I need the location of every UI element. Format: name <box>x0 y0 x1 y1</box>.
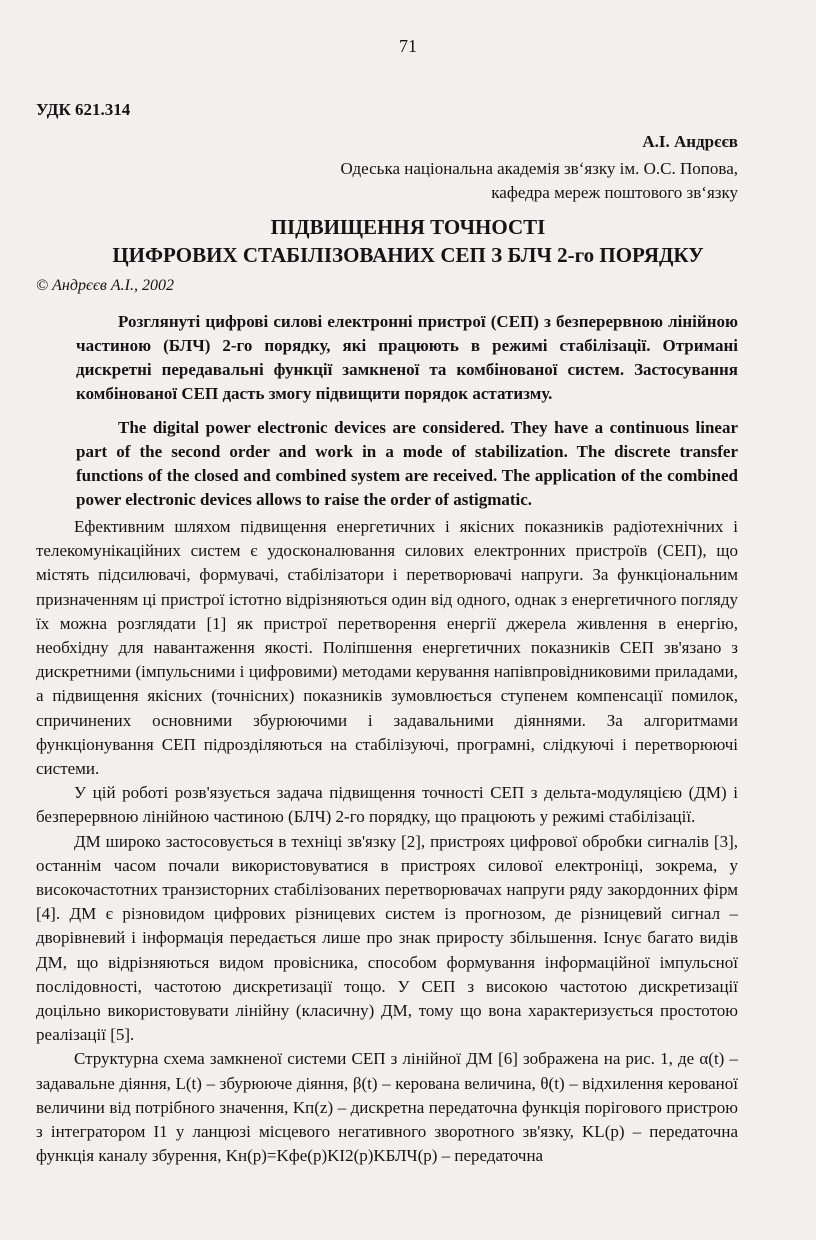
author-name: А.І. Андрєєв <box>642 132 738 151</box>
abstract-english: The digital power electronic devices are considered. They have a continuous linear part of the second order and work in a mode of stabilization. The discrete transfer functions of the closed and combined system are received. The application of the combined power electronic devices allows to raise the order of astigmatic. <box>76 418 738 509</box>
author-affiliation <box>340 157 738 205</box>
body-paragraph: ДМ широко застосовується в техніці зв'язку [2], пристроях цифрової обробки сигналів [3], останнім часом почали використовуватися в пристроях силової електроніці, зокрема, у високочастотних транзисторних стабілізованих перетворювачах напруги ряду закордонних фірм [4]. ДМ є різновидом цифрових різницевих систем із прогнозом, де різницевий сигнал – дворівневий і інформація передається лише про знак приросту збільшення. Існує багато видів ДМ, що відрізняються видом провісника, способом формування інформаційної імпульсної послідовності, частотою дискретизації тощо. У СЕП з високою частотою дискретизації доцільно використовувати лінійну (класичну) ДМ, тому що вона характеризується простотою реалізації [5]. <box>36 831 738 1045</box>
body-paragraph: Структурна схема замкненої системи СЕП з лінійної ДМ [6] зображена на рис. 1, де α(t) – задавальне діяння, L(t) – збурююче діяння, β(t) – керована величина, θ(t) – відхилення керованої величини від потрібного значення, Kп(z) – дискретна передаточна функція порігового пристрою з інтегратором І1 у ланцюзі місцевого негативного зворотного зв'язку, KL(p) – передаточна функція каналу збурення, Kн(p)=Kфе(p)KІ2(p)KБЛЧ(p) – передаточна <box>36 1049 738 1166</box>
title-line: ЦИФРОВИХ СТАБІЛІЗОВАНИХ СЕП З БЛЧ 2-го ПОРЯДКУ <box>112 243 704 267</box>
page-number: 71 <box>399 36 417 56</box>
title-line: ПІДВИЩЕННЯ ТОЧНОСТІ <box>270 215 546 239</box>
copyright-notice: © Андрєєв А.І., 2002 <box>36 277 174 294</box>
article-title <box>0 213 816 269</box>
abstract-ukrainian: Розглянуті цифрові силові електронні пристрої (СЕП) з безперервною лінійною частиною (БЛЧ) 2-го порядку, які працюють в режимі стабілізації. Отримані дискретні передавальні функції замкненої та комбінованої систем. Застосування комбінованої СЕП дасть змогу підвищити порядок астатизму. <box>76 312 738 403</box>
body-paragraph: Ефективним шляхом підвищення енергетичних і якісних показників радіотехнічних і телекомунікаційних систем є удосконалювання силових електронних пристроїв (СЕП), що містять підсилювачі, формувачі, стабілізатори і перетворювачі напруги. За функціональним призначенням ці пристрої істотно відрізняються один від одного, однак з енергетичного погляду їх можна розглядати [1] як пристрої перетворення енергії джерела живлення в енергію, необхідну для навантаження якості. Поліпшення енергетичних показників СЕП зв'язано з дискретними (імпульсними і цифровими) методами керування напівпровідниковими приладами, а підвищення якісних (точнісних) показників зумовлюється ступенем компенсації помилок, спричинених основними збурюючими і задавальними діяннями. За алгоритмами функціонування СЕП підрозділяються на стабілізуючі, програмні, слідкуючі і перетворюючі системи. <box>36 517 738 779</box>
affiliation-line: Одеська національна академія зв‘язку ім. О.С. Попова, <box>340 159 738 178</box>
affiliation-line: кафедра мереж поштового зв‘язку <box>491 183 738 202</box>
udc-code: УДК 621.314 <box>36 100 131 119</box>
body-paragraph: У цій роботі розв'язується задача підвищення точності СЕП з дельта-модуляцією (ДМ) і безперервною лінійною частиною (БЛЧ) 2-го порядку, що працюють у режимі стабілізації. <box>36 783 738 827</box>
article-body <box>36 515 738 1168</box>
